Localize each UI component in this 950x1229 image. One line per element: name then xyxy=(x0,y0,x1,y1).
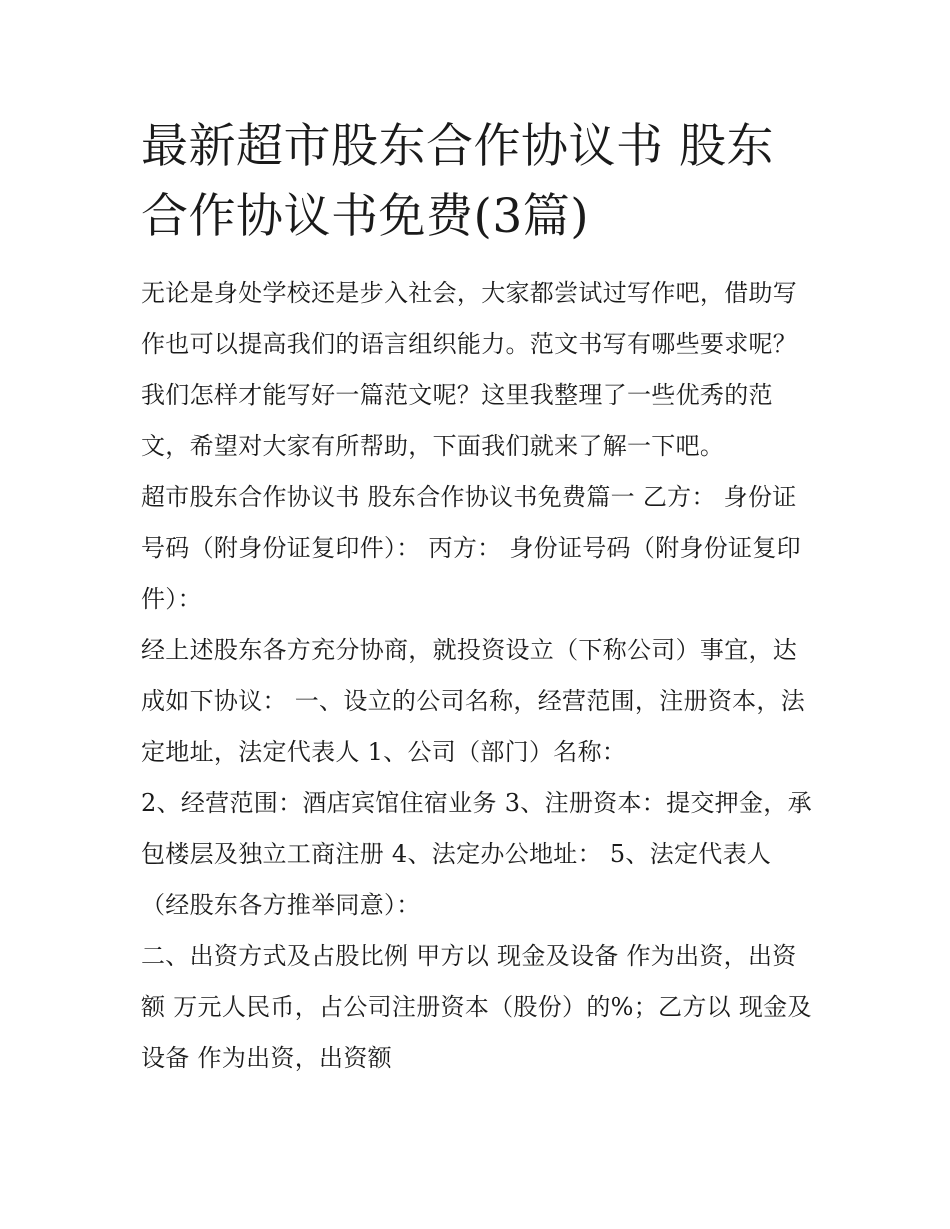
document-title: 最新超市股东合作协议书 股东合作协议书免费(3篇) xyxy=(141,119,774,244)
business-scope-paragraph: 2、经营范围：酒店宾馆住宿业务 3、注册资本：提交押金，承包楼层及独立工商注册 4、法定办公地址： 5、法定代表人（经股东各方推举同意）： xyxy=(141,789,812,919)
agreement-paragraph: 经上述股东各方充分协商，就投资设立（下称公司）事宜，达成如下协议： 一、设立的公司名称，经营范围，注册资本，法定地址，法定代表人 1、公司（部门）名称： xyxy=(141,636,806,766)
document-body xyxy=(141,268,813,1084)
parties-paragraph: 超市股东合作协议书 股东合作协议书免费篇一 乙方： 身份证号码（附身份证复印件）： 丙方： 身份证号码（附身份证复印件）： xyxy=(141,483,801,613)
capital-contribution-paragraph: 二、出资方式及占股比例 甲方以 现金及设备 作为出资，出资额 万元人民币，占公司注册资本（股份）的%；乙方以 现金及设备 作为出资，出资额 xyxy=(141,942,812,1072)
intro-paragraph: 无论是身处学校还是步入社会，大家都尝试过写作吧，借助写作也可以提高我们的语言组织能力。范文书写有哪些要求呢？我们怎样才能写好一篇范文呢？这里我整理了一些优秀的范文，希望对大家有所帮助，下面我们就来了解一下吧。 xyxy=(141,279,798,460)
document-page xyxy=(141,112,813,1084)
